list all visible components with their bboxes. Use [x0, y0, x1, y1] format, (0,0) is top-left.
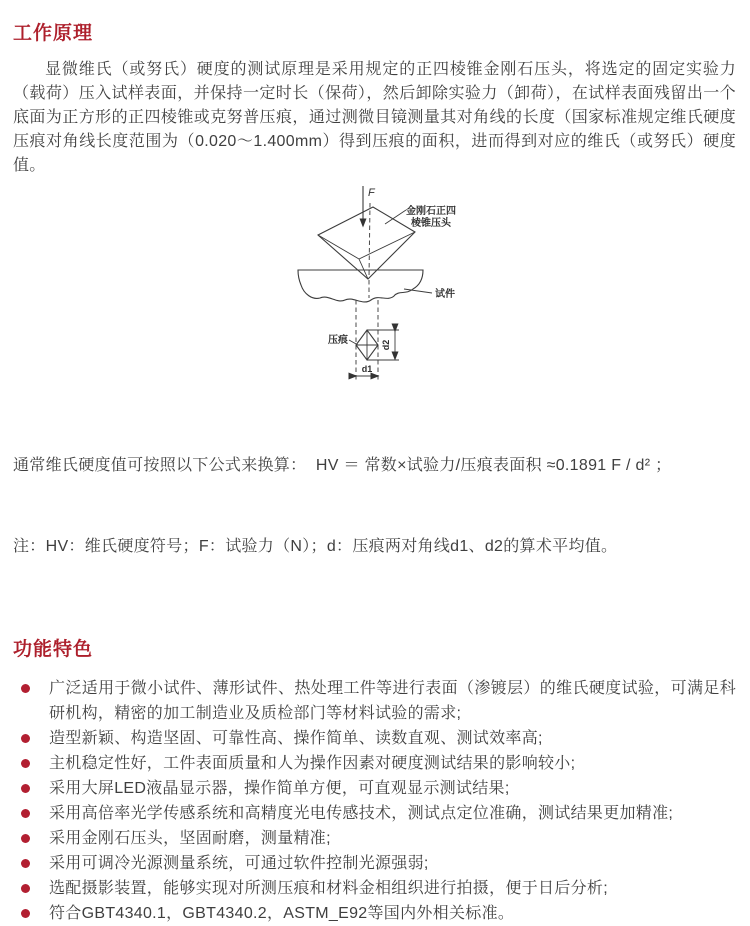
- feature-item: [13, 801, 736, 826]
- feature-item: [13, 876, 736, 901]
- bullet-icon: [21, 909, 30, 918]
- feature-text: 造型新颖、构造坚固、可靠性高、操作简单、读数直观、测试效率高;: [49, 730, 543, 747]
- bullet-icon: [21, 734, 30, 743]
- feature-text: 广泛适用于微小试件、薄形试件、热处理工件等进行表面（渗镀层）的维氏硬度试验，可满足科研机构，精密的加工制造业及质检部门等材料试验的需求;: [49, 680, 736, 722]
- force-label: F: [368, 187, 375, 199]
- feature-text: 主机稳定性好，工件表面质量和人为操作因素对硬度测试结果的影响较小;: [49, 755, 576, 772]
- feature-text: 符合GBT4340.1，GBT4340.2，ASTM_E92等国内外相关标准。: [49, 905, 515, 922]
- bullet-icon: [21, 859, 30, 868]
- d1-label: d1: [361, 364, 373, 374]
- feature-item: [13, 901, 736, 926]
- feature-text: 采用金刚石压头，坚固耐磨，测量精准;: [49, 830, 331, 847]
- conversion-formula-block: [13, 398, 736, 614]
- feature-item: [13, 676, 736, 726]
- feature-text: 采用可调冷光源测量系统，可通过软件控制光源强弱;: [49, 855, 429, 872]
- feature-text: 采用大屏LED液晶显示器，操作简单方便，可直观显示测试结果;: [49, 780, 510, 797]
- indenter-leader-line: [385, 210, 406, 224]
- indentation-leader-line: [349, 340, 358, 345]
- feature-item: [13, 751, 736, 776]
- bullet-icon: [21, 834, 30, 843]
- axis-dashed-line: [369, 203, 370, 298]
- feature-text: 选配摄影装置，能够实现对所测压痕和材料金相组织进行拍摄，便于日后分析;: [49, 880, 608, 897]
- formula-note-text: 注：HV：维氏硬度符号；F：试验力（N）；d：压痕两对角线d1、d2的算术平均值。: [13, 538, 618, 555]
- indenter-label-line2: 棱锥压头: [411, 218, 451, 229]
- section-title-working-principle: 工作原理: [13, 23, 94, 44]
- bullet-icon: [21, 809, 30, 818]
- formula-text: 通常维氏硬度值可按照以下公式来换算： HV ＝ 常数×试验力/压痕表面积 ≈0.1891 F / d² ；: [13, 457, 672, 474]
- indentation-label: 压痕: [328, 335, 348, 346]
- section-title-features: 功能特色: [13, 639, 94, 660]
- bullet-icon: [21, 759, 30, 768]
- feature-text: 采用高倍率光学传感系统和高精度光电传感技术，测试点定位准确，测试结果更加精准;: [49, 805, 674, 822]
- bullet-icon: [21, 884, 30, 893]
- specimen-label: 试件: [435, 289, 455, 300]
- bullet-icon: [21, 784, 30, 793]
- vickers-indenter-diagram: [292, 182, 527, 392]
- feature-list: [13, 676, 736, 926]
- indenter-front-edges: [318, 232, 415, 279]
- feature-item: [13, 726, 736, 751]
- feature-item: [13, 851, 736, 876]
- feature-item: [13, 826, 736, 851]
- specimen-block: [298, 270, 423, 302]
- feature-item: [13, 776, 736, 801]
- d2-label: d2: [381, 339, 391, 351]
- indenter-label: 金刚石正四: [406, 206, 456, 217]
- indentation-diagonals: [356, 330, 378, 360]
- vickers-indenter-figure: [292, 182, 527, 392]
- principle-paragraph: 显微维氏（或努氏）硬度的测试原理是采用规定的正四棱锥金刚石压头，将选定的固定实验力（载荷）压入试样表面，并保持一定时长（保荷），然后卸除实验力（卸荷），在试样表面残留出一个底面为正方形的正四棱锥或克努普压痕，通过测微目镜测量其对角线的长度（国家标准规定维氏硬度压痕对角线长度范围为（0.020～1.400mm）得到压痕的面积，进而得到对应的维氏（或努氏）硬度值。: [13, 61, 736, 174]
- bullet-icon: [21, 684, 30, 693]
